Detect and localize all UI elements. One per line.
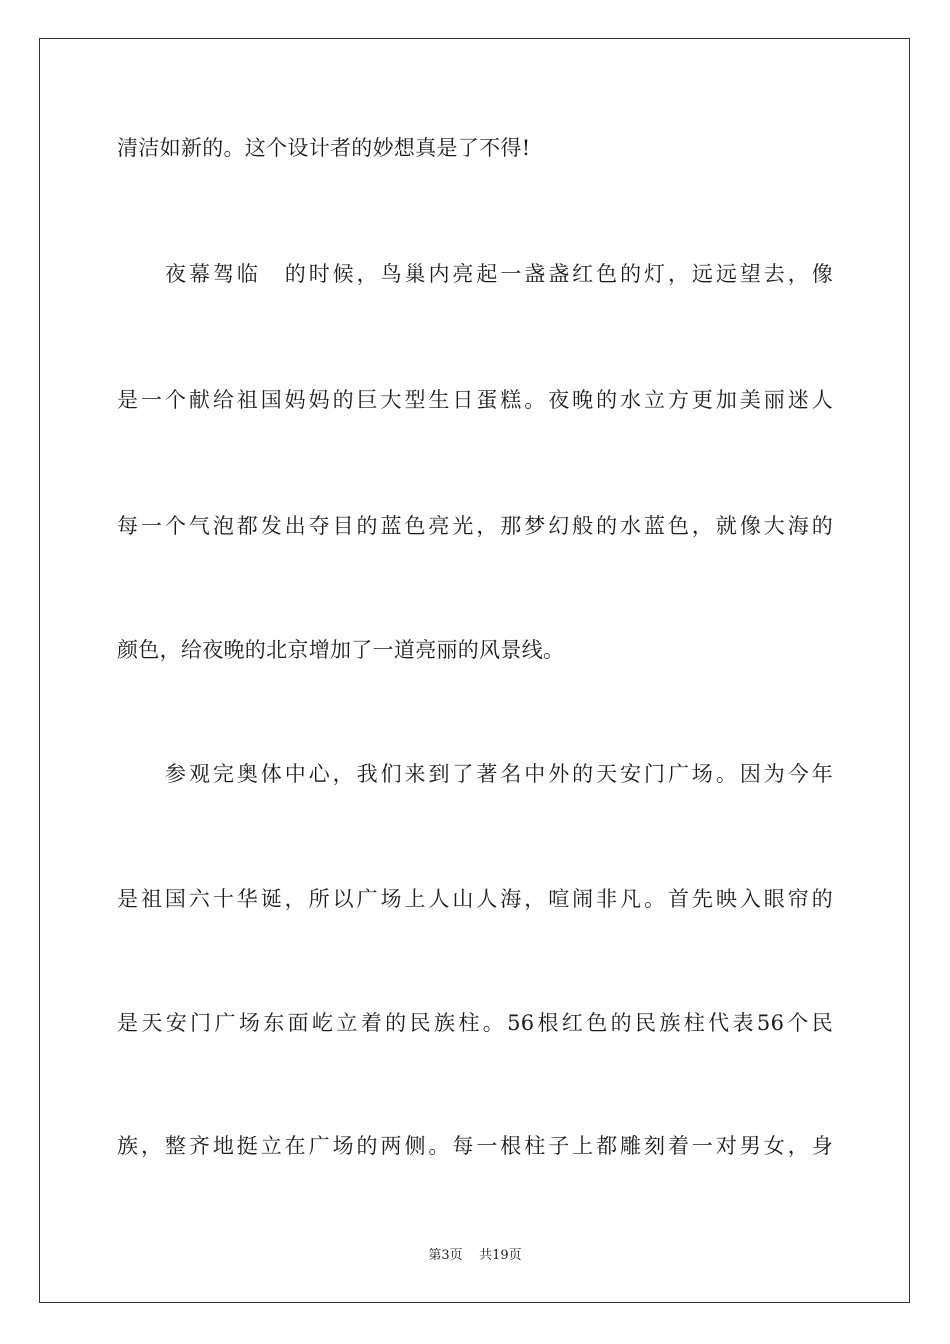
text-line-6: 参观完奥体中心，我们来到了著名中外的天安门广场。因为今年	[165, 762, 833, 786]
text-line-3: 是一个献给祖国妈妈的巨大型生日蛋糕。夜晚的水立方更加美丽迷人	[117, 388, 833, 412]
text-line-1: 清洁如新的。这个设计者的妙想真是了不得!	[117, 136, 531, 160]
page-footer	[0, 1248, 950, 1264]
text-line-2: 夜幕驾临 的时候，鸟巢内亮起一盏盏红色的灯，远远望去，像	[165, 262, 833, 286]
page-number: 第3页	[428, 1248, 463, 1263]
text-line-7: 是祖国六十华诞，所以广场上人山人海，喧闹非凡。首先映入眼帘的	[117, 887, 833, 911]
text-line-9: 族，整齐地挺立在广场的两侧。每一根柱子上都雕刻着一对男女，身	[117, 1134, 833, 1158]
page-total: 共19页	[479, 1248, 522, 1263]
text-line-8: 是天安门广场东面屹立着的民族柱。56根红色的民族柱代表56个民	[117, 1011, 833, 1035]
page-border	[39, 38, 910, 1303]
text-line-5: 颜色，给夜晚的北京增加了一道亮丽的风景线。	[117, 638, 565, 662]
text-line-4: 每一个气泡都发出夺目的蓝色亮光，那梦幻般的水蓝色，就像大海的	[117, 514, 833, 538]
